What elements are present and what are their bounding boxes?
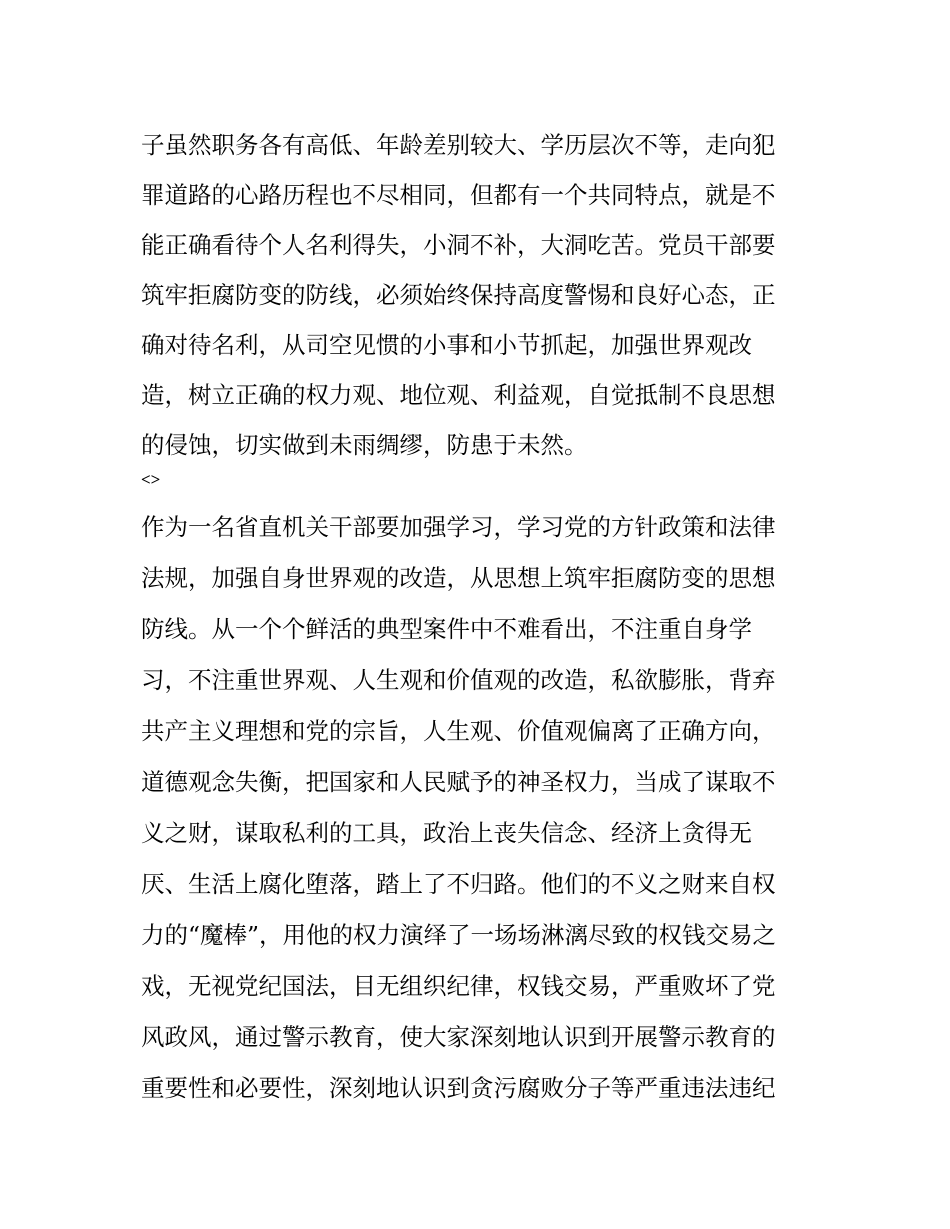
paragraph-2-line-1: 作为一名省直机关干部要加强学习，学习党的方针政策和法律 <box>141 513 776 541</box>
paragraph-2-line-12: 重要性和必要性，深刻地认识到贪污腐败分子等严重违法违纪 <box>141 1074 776 1102</box>
paragraph-2-line-4: 习，不注重世界观、人生观和价值观的改造，私欲膨胀，背弃 <box>141 666 776 694</box>
paragraph-2-line-2: 法规，加强自身世界观的改造，从思想上筑牢拒腐防变的思想 <box>141 564 776 592</box>
paragraph-1-line-5: 确对待名利，从司空见惯的小事和小节抓起，加强世界观改 <box>141 331 752 359</box>
paragraph-2-line-8: 厌、生活上腐化堕落，踏上了不归路。他们的不义之财来自权 <box>141 870 776 898</box>
paragraph-2-line-3: 防线。从一个个鲜活的典型案件中不难看出，不注重自身学 <box>141 615 752 643</box>
paragraph-2-line-10: 戏，无视党纪国法，目无组织纪律，权钱交易，严重败坏了党 <box>141 972 776 1000</box>
paragraph-1-line-7: 的侵蚀，切实做到未雨绸缪，防患于未然。 <box>141 431 588 459</box>
paragraph-2-line-9: 力的“魔棒”，用他的权力演绎了一场场淋漓尽致的权钱交易之 <box>141 921 777 949</box>
paragraph-1-line-3: 能正确看待个人名利得失，小洞不补，大洞吃苦。党员干部要 <box>141 231 776 259</box>
paragraph-1-line-4: 筑牢拒腐防变的防线，必须始终保持高度警惕和良好心态，正 <box>141 281 776 309</box>
paragraph-2-line-6: 道德观念失衡，把国家和人民赋予的神圣权力，当成了谋取不 <box>141 768 776 796</box>
paragraph-2-line-11: 风政风，通过警示教育，使大家深刻地认识到开展警示教育的 <box>141 1023 776 1051</box>
paragraph-2-line-7: 义之财，谋取私利的工具，政治上丧失信念、经济上贪得无 <box>141 819 752 847</box>
paragraph-1-line-1: 子虽然职务各有高低、年龄差别较大、学历层次不等，走向犯 <box>141 131 776 159</box>
paragraph-1-line-2: 罪道路的心路历程也不尽相同，但都有一个共同特点，就是不 <box>141 181 776 209</box>
section-separator: <> <box>141 470 161 489</box>
paragraph-2-line-5: 共产主义理想和党的宗旨，人生观、价值观偏离了正确方向， <box>141 717 776 745</box>
paragraph-1-line-6: 造，树立正确的权力观、地位观、利益观，自觉抵制不良思想 <box>141 381 776 409</box>
